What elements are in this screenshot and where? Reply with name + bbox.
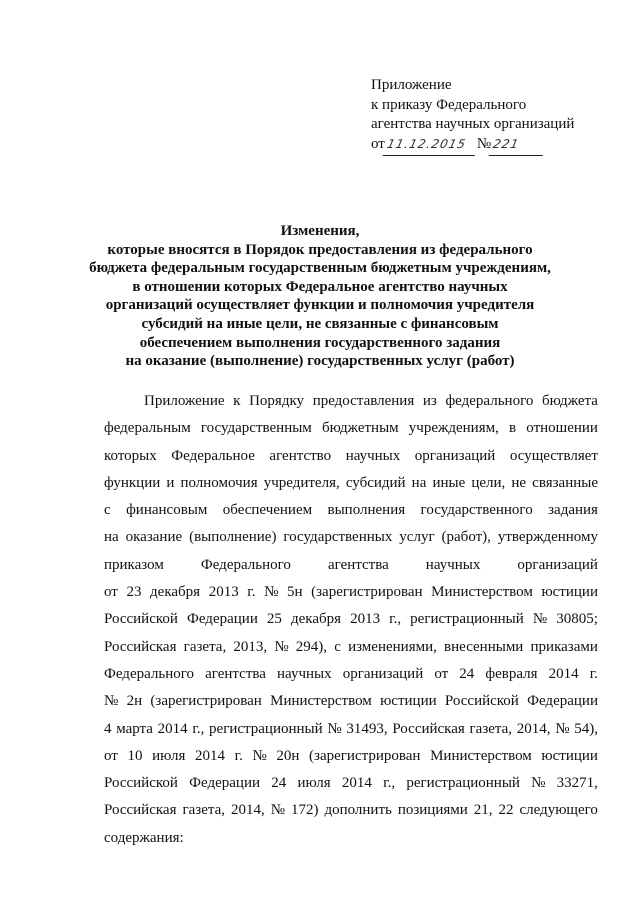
body-word: учреждениям, [408, 420, 499, 437]
body-word: Порядку [249, 393, 305, 409]
body-word: следующего [519, 802, 598, 819]
body-word: г., [383, 775, 396, 792]
body-word: 54), [574, 720, 598, 737]
body-word: выполнения [327, 502, 406, 519]
body-word: услуг [399, 529, 435, 546]
body-word: Федерации [187, 611, 258, 628]
body-line [104, 524, 598, 551]
body-word: Федерального [104, 665, 195, 682]
body-line [104, 716, 598, 743]
body-word: № [274, 638, 289, 655]
body-word: г., [389, 611, 402, 628]
body-word: осуществляет [509, 447, 598, 464]
annex-header [371, 76, 621, 155]
title-line: организаций осуществляет функции и полномочия учредителя [105, 297, 535, 314]
body-word: № [270, 802, 286, 819]
body-word: юстиции [380, 693, 437, 710]
body-word: 2014, [230, 802, 265, 819]
body-word: 5н [287, 584, 303, 601]
title-line: обеспечением выполнения государственного задания [139, 334, 501, 351]
body-word: (выполнение) [189, 529, 277, 546]
document-title [80, 222, 560, 371]
body-line [104, 579, 598, 606]
body-word: от [104, 747, 118, 764]
body-line [104, 415, 598, 442]
body-line [104, 552, 598, 579]
body-word: с [334, 638, 341, 655]
body-line [104, 443, 598, 470]
body-line [104, 388, 598, 415]
body-word: (работ), [441, 529, 491, 546]
body-word: из [422, 393, 437, 409]
body-word: газета, [469, 720, 513, 737]
body-word: юстиции [541, 747, 598, 764]
body-word: связанные [532, 474, 598, 491]
body-paragraph [104, 388, 598, 852]
body-word: финансовым [126, 502, 208, 519]
body-word: 2014 [548, 665, 579, 682]
body-word: (зарегистрирован [311, 584, 423, 601]
body-word: обеспечением [222, 502, 313, 519]
body-word: 22 [498, 802, 514, 819]
body-word: 10 [127, 747, 143, 764]
body-word: № [104, 693, 119, 710]
body-word: Федерации [189, 775, 260, 792]
body-word: агентство [269, 447, 332, 464]
body-word: приказом [104, 556, 164, 573]
body-word: Федеральное [171, 447, 255, 464]
body-word: 30805; [556, 611, 598, 628]
number-label: № [476, 135, 492, 152]
body-word: 2013 [208, 584, 239, 601]
body-word: Министерством [430, 747, 532, 764]
body-word: на [411, 474, 427, 491]
body-word: цели, [471, 474, 506, 491]
body-word: № [327, 720, 342, 737]
body-word: 2н [126, 693, 143, 710]
body-word: регистрационный [410, 611, 524, 628]
handwritten-date: 11.12.2015 [383, 135, 479, 156]
body-line [104, 825, 598, 852]
body-line [104, 634, 598, 661]
annex-date-number-line [371, 135, 621, 156]
title-line: на оказание (выполнение) государственных услуг (работ) [125, 353, 515, 370]
body-word: февраля [485, 665, 538, 682]
body-word: июля [152, 747, 186, 764]
body-word: утвержденному [497, 529, 598, 546]
body-word: 31493, [346, 720, 388, 737]
body-word: государственного [420, 502, 533, 519]
annex-line-1: Приложение [371, 77, 452, 93]
body-word: которых [104, 447, 157, 464]
body-word: научных [345, 447, 401, 464]
body-word: газета, [182, 802, 226, 819]
body-word: (зарегистрирован [309, 747, 421, 764]
body-word: 25 [266, 611, 282, 628]
body-line [104, 661, 598, 688]
body-word: 2014 [194, 747, 225, 764]
body-word: отношении [526, 420, 598, 437]
body-word: внесенными [444, 638, 524, 655]
body-word: Российской [444, 693, 519, 710]
body-word: г. [589, 665, 598, 682]
annex-line-2: к приказу Федерального [371, 96, 527, 113]
body-line [104, 497, 598, 524]
body-word: Российской [104, 611, 178, 628]
body-word: 21, [473, 802, 493, 819]
body-word: государственных [283, 529, 393, 546]
body-word: предоставления [312, 393, 415, 409]
body-word: 4 [104, 720, 112, 737]
body-line [104, 743, 598, 770]
body-word: 33271, [556, 775, 598, 792]
body-word: июля [297, 775, 331, 792]
body-word: позициями [397, 802, 468, 819]
body-line [104, 470, 598, 497]
body-word: научных [277, 665, 332, 682]
body-word: агентства [205, 665, 266, 682]
body-word: функции [104, 474, 161, 491]
body-word: субсидий [345, 474, 406, 491]
body-word: бюджетным [321, 420, 399, 437]
body-word: Министерством [270, 693, 372, 710]
body-word: Федерации [527, 693, 598, 710]
body-word: дополнить [324, 802, 392, 819]
body-word: 24 [459, 665, 475, 682]
body-word: Российская [392, 720, 465, 737]
annex-line-3: агентства научных организаций [371, 116, 575, 132]
body-word: не [511, 474, 527, 491]
body-line [104, 606, 598, 633]
body-line [104, 688, 598, 715]
body-word: г., [192, 720, 205, 737]
body-word: и [166, 474, 175, 491]
body-word: 2013 [350, 611, 381, 628]
body-word: № [252, 747, 267, 764]
body-word: Федерального [200, 556, 291, 573]
body-line [104, 770, 598, 797]
body-word: 2013, [233, 638, 268, 655]
body-word: полномочия [180, 474, 258, 491]
body-word: 20н [276, 747, 300, 764]
body-word: бюджета [541, 393, 598, 409]
body-word: федерального [445, 393, 534, 409]
body-word: организаций [517, 556, 598, 573]
body-word: № [531, 775, 546, 792]
body-word: г. [234, 747, 243, 764]
body-word: регистрационный [209, 720, 323, 737]
body-word: агентства [327, 556, 389, 573]
body-line [104, 797, 598, 824]
body-word: г. [247, 584, 256, 601]
body-word: 23 [126, 584, 142, 601]
body-word: № [264, 584, 279, 601]
body-word: 294), [295, 638, 328, 655]
title-line: Изменения, [280, 223, 360, 239]
body-word: 24 [271, 775, 287, 792]
body-word: Российская [104, 802, 177, 819]
body-word: декабря [150, 584, 201, 601]
body-word: иные [432, 474, 466, 491]
body-word: научных [425, 556, 481, 573]
body-word: организаций [342, 665, 424, 682]
title-line: бюджета федеральным государственным бюджетным учреждениям, [89, 260, 551, 277]
body-word: Министерством [431, 584, 533, 601]
body-word: № [532, 611, 548, 628]
body-word: содержания: [104, 829, 184, 846]
body-word: 172) [290, 802, 319, 819]
body-word: учредителя, [263, 474, 340, 491]
body-word: (зарегистрирован [150, 693, 262, 710]
body-word: с [104, 502, 111, 519]
body-word: от [434, 665, 449, 682]
body-word: марта [116, 720, 153, 737]
body-word: Российская [104, 638, 177, 655]
body-word: 2014 [157, 720, 188, 737]
title-line: в отношении которых Федеральное агентство научных [132, 278, 508, 295]
body-word: приказами [530, 638, 598, 655]
body-word: Российской [104, 775, 178, 792]
body-word: 2014 [341, 775, 372, 792]
body-word: государственным [200, 420, 312, 437]
body-word: № [555, 720, 570, 737]
body-word: юстиции [541, 584, 598, 601]
body-word: декабря [290, 611, 342, 628]
body-word: 2014, [516, 720, 551, 737]
title-line: субсидий на иные цели, не связанные с финансовым [141, 315, 499, 332]
body-word: к [233, 393, 241, 409]
title-line: которые вносятся в Порядок предоставления из федерального [107, 241, 533, 258]
body-word: организаций [414, 447, 496, 464]
body-word: задания [548, 502, 598, 519]
handwritten-number: 221 [489, 135, 547, 156]
body-word: Приложение [144, 393, 225, 409]
body-word: в [509, 420, 517, 437]
body-word: регистрационный [406, 775, 520, 792]
body-word: федеральным [104, 420, 191, 437]
body-word: от [104, 584, 118, 601]
body-word: изменениями, [348, 638, 437, 655]
body-word: на [104, 529, 119, 546]
from-label: от [371, 135, 385, 152]
body-word: газета, [183, 638, 227, 655]
body-word: оказание [125, 529, 183, 546]
